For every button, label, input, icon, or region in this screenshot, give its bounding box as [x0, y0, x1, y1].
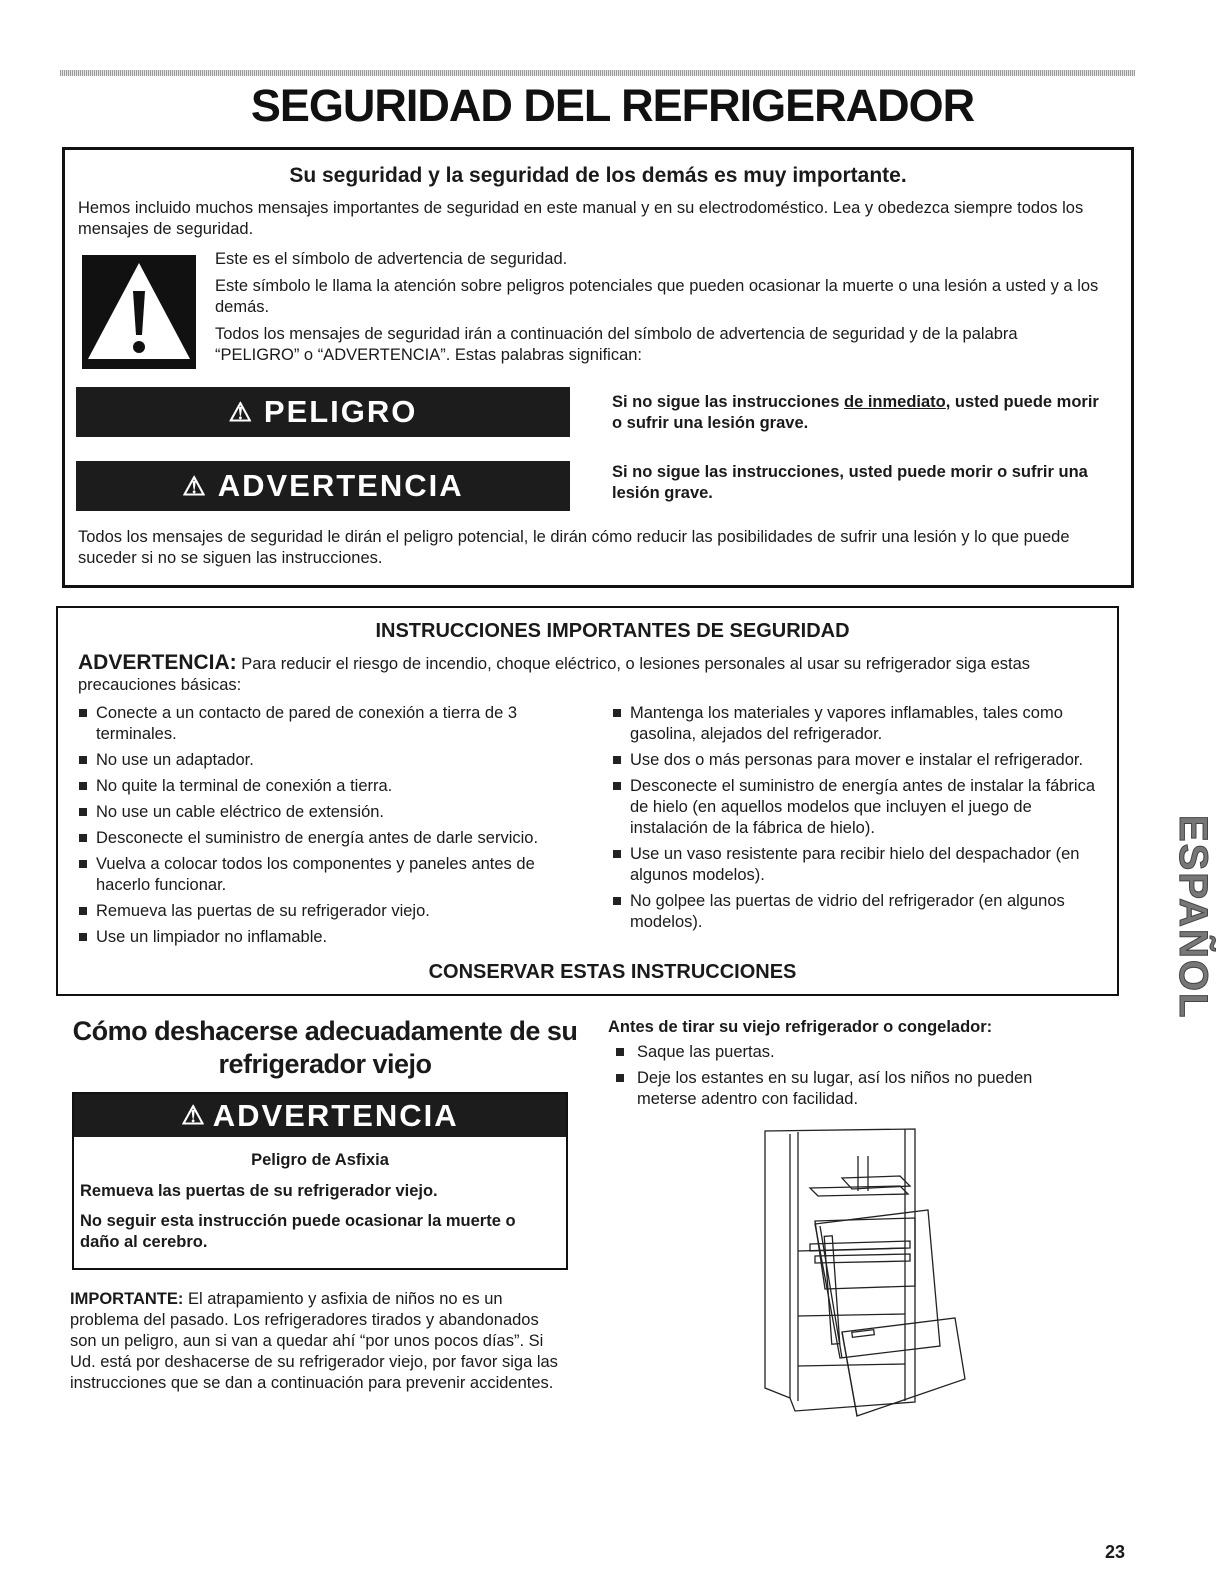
- list-item: Desconecte el suministro de energía antes de darle servicio.: [78, 828, 583, 849]
- hazard-title: Peligro de Asfixia: [251, 1151, 389, 1169]
- side-tab-text: ESPAÑOL: [1171, 815, 1215, 1020]
- safety-closing: Todos los mensajes de seguridad le dirán el peligro potencial, le dirán cómo reducir las posibilidades de sufrir una lesión y lo que puede suceder si no se siguen las instrucciones.: [78, 528, 1070, 567]
- important-label: IMPORTANTE:: [70, 1290, 184, 1308]
- disposal-heading: Cómo deshacerse adecuadamente de su refrigerador viejo: [72, 1016, 578, 1079]
- page-number: 23: [1104, 1542, 1125, 1562]
- symbol-line2: Este símbolo le llama la atención sobre peligros potenciales que pueden ocasionar la muerte o una lesión a usted y a los demás.: [215, 277, 1099, 316]
- list-item: No quite la terminal de conexión a tierra.: [78, 776, 583, 797]
- instructions-warning-label: ADVERTENCIA:: [78, 651, 237, 674]
- peligro-text-a: Si no sigue las instrucciones: [612, 393, 844, 411]
- refrigerator-illustration: [760, 1126, 970, 1421]
- before-heading: Antes de tirar su viejo refrigerador o congelador:: [608, 1018, 993, 1036]
- list-item: Remueva las puertas de su refrigerador viejo.: [78, 901, 583, 922]
- warning-triangle-icon: ⚠: [228, 396, 254, 427]
- disposal-warning-band: [74, 1094, 566, 1137]
- symbol-line1: Este es el símbolo de advertencia de seguridad.: [215, 250, 568, 268]
- list-item: Use un vaso resistente para recibir hielo del despachador (en algunos modelos).: [612, 844, 1107, 886]
- list-item: Desconecte el suministro de energía antes de instalar la fábrica de hielo (en aquellos modelos que incluyen el juego de instalación de la fábrica de hielo).: [612, 776, 1107, 839]
- list-item: Deje los estantes en su lugar, así los niños no pueden meterse adentro con facilidad.: [615, 1068, 1095, 1110]
- peligro-text: [612, 392, 1102, 434]
- list-item: Conecte a un contacto de pared de conexión a tierra de 3 terminales.: [78, 703, 583, 745]
- warning-triangle-icon: ⚠: [182, 470, 208, 501]
- before-list: [615, 1042, 1095, 1115]
- disposal-warning-label: ADVERTENCIA: [212, 1097, 459, 1133]
- list-item: No golpee las puertas de vidrio del refrigerador (en algunos modelos).: [612, 891, 1107, 933]
- important-paragraph: [70, 1289, 568, 1394]
- advertencia-band: [76, 461, 570, 511]
- safety-alert-icon: [82, 255, 196, 369]
- advertencia-text: Si no sigue las instrucciones, usted puede morir o sufrir una lesión grave.: [612, 463, 1088, 502]
- side-language-tab: [1160, 815, 1215, 1055]
- instructions-right-list: [612, 703, 1107, 938]
- peligro-text-underlined: de inmediato: [843, 393, 946, 411]
- list-item: Mantenga los materiales y vapores inflamables, tales como gasolina, alejados del refrigerador.: [612, 703, 1107, 745]
- hazard-line1: Remueva las puertas de su refrigerador viejo.: [80, 1182, 438, 1200]
- list-item: Use dos o más personas para mover e instalar el refrigerador.: [612, 750, 1107, 771]
- list-item: Vuelva a colocar todos los componentes y paneles antes de hacerlo funcionar.: [78, 854, 583, 896]
- instructions-warning-text: Para reducir el riesgo de incendio, choque eléctrico, o lesiones personales al usar su refrigerador siga estas precauciones básicas:: [78, 655, 1031, 694]
- important-text: El atrapamiento y asfixia de niños no es un problema del pasado. Los refrigeradores tirados y abandonados son un peligro, aun si van a quedar ahí “por unos pocos días”. Si Ud. está por deshacerse de su refrigerador viejo, por favor siga las instrucciones que se dan a continuación para prevenir accidentes.: [70, 1290, 558, 1392]
- warning-triangle-icon: ⚠: [181, 1100, 207, 1130]
- list-item: Use un limpiador no inflamable.: [78, 927, 583, 948]
- instructions-warning: [78, 652, 1108, 696]
- hazard-line2: No seguir esta instrucción puede ocasionar la muerte o daño al cerebro.: [80, 1212, 516, 1251]
- advertencia-label: ADVERTENCIA: [217, 468, 464, 503]
- instructions-footer: CONSERVAR ESTAS INSTRUCCIONES: [428, 961, 797, 983]
- top-rule: [60, 70, 1135, 76]
- symbol-line3: Todos los mensajes de seguridad irán a continuación del símbolo de advertencia de seguridad y de la palabra “PELIGRO” o “ADVERTENCIA”. Estas palabras significan:: [215, 325, 1018, 364]
- safety-heading: Su seguridad y la seguridad de los demás es muy importante.: [289, 164, 907, 187]
- list-item: Saque las puertas.: [615, 1042, 1095, 1063]
- list-item: No use un adaptador.: [78, 750, 583, 771]
- instructions-left-list: [78, 703, 583, 953]
- instructions-heading: INSTRUCCIONES IMPORTANTES DE SEGURIDAD: [375, 620, 850, 642]
- peligro-text-b: , usted puede morir o sufrir una lesión grave.: [612, 393, 1099, 432]
- peligro-band: [76, 387, 570, 437]
- peligro-label: PELIGRO: [263, 394, 418, 429]
- disposal-warning-box: [72, 1092, 568, 1270]
- safety-intro: Hemos incluido muchos mensajes importantes de seguridad en este manual y en su electrodoméstico. Lea y obedezca siempre todos los mensajes de seguridad.: [78, 199, 1084, 238]
- list-item: No use un cable eléctrico de extensión.: [78, 802, 583, 823]
- page-title: SEGURIDAD DEL REFRIGERADOR: [250, 80, 975, 131]
